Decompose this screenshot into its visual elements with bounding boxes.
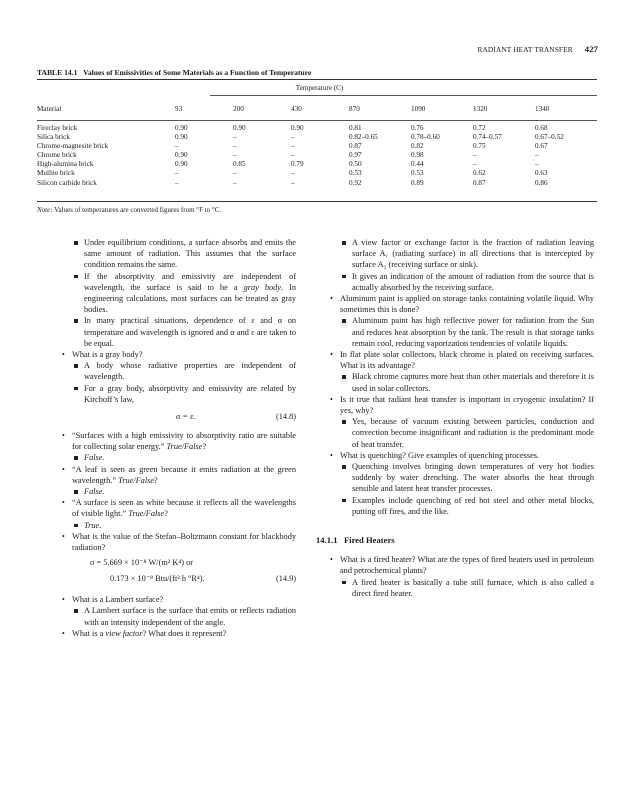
answer: A Lambert surface is the surface that emits or reflects radiation with an intensity independent of the angle. bbox=[60, 605, 296, 627]
emissivity-cell: 0.89 bbox=[411, 178, 424, 187]
left-column bbox=[60, 237, 296, 639]
equation: σ = 5.669 × 10⁻⁸ W/(m² K⁴) or bbox=[90, 558, 193, 568]
table-header-row bbox=[37, 105, 597, 114]
material-name-cell: Silicon carbide brick bbox=[37, 178, 97, 187]
emissivity-cell: 0.85 bbox=[233, 160, 246, 169]
note-text: Values of temperatures are converted figures from °F to °C. bbox=[54, 206, 222, 214]
question: • “Surfaces with a high emissivity to absorptivity ratio are suitable for collecting solar energy.” True/False? bbox=[60, 430, 296, 452]
equation: 0.173 × 10⁻⁸ Btu/(ft² h °R⁴). bbox=[110, 574, 205, 584]
answer: Examples include quenching of red hot steel and other metal blocks, putting off fires, and the like. bbox=[328, 495, 594, 517]
answer: A fired heater is basically a tube still furnace, which is also called a direct fired heater. bbox=[328, 577, 594, 599]
question: • “A leaf is seen as green because it emits radiation at the green wavelength.” True/False? bbox=[60, 464, 296, 486]
emissivity-cell: – bbox=[291, 133, 295, 142]
question: • In flat plate solar collectors, black chrome is plated on receiving surfaces. What is its advantage? bbox=[328, 349, 594, 371]
temperature-header: Temperature (C) bbox=[295, 84, 344, 92]
section-heading: 14.1.1 Fired Heaters bbox=[316, 535, 395, 546]
emissivity-cell: 0.75 bbox=[473, 142, 486, 151]
emissivity-cell: 0.82 bbox=[411, 142, 424, 151]
emissivity-cell: 0.79 bbox=[291, 160, 304, 169]
column-header: 93 bbox=[175, 105, 183, 113]
question: • What is a fired heater? What are the types of fired heaters used in petroleum and petrochemical plants? bbox=[328, 554, 594, 576]
emissivity-cell: – bbox=[291, 151, 295, 160]
column-header: 1320 bbox=[473, 105, 488, 113]
material-name-cell: Silica brick bbox=[37, 133, 70, 142]
answer: A view factor or exchange factor is the fraction of radiation leaving surface A₁ (radiating surface) in all directions that is intercepted by surface A₂ (receiving surface or sink). bbox=[328, 237, 594, 271]
question: • “A surface is seen as white because it reflects all the wavelengths of visible light.” True/False? bbox=[60, 497, 296, 519]
emissivity-cell: 0.67 bbox=[535, 142, 548, 151]
emissivity-cell: 0.63 bbox=[535, 169, 548, 178]
emissivity-cell: 0.97 bbox=[349, 151, 362, 160]
column-header: 430 bbox=[291, 105, 302, 113]
list-item: In many practical situations, dependence of ε and α on temperature and wavelength is ignored and α and ε are taken to be equal. bbox=[60, 315, 296, 349]
answer: For a gray body, absorptivity and emissivity are related by Kirchoff’s law, bbox=[60, 383, 296, 405]
question: • Aluminum paint is applied on storage tanks containing volatile liquid. Why sometimes this is done? bbox=[328, 293, 594, 315]
question: • What is the value of the Stefan–Boltzmann constant for blackbody radiation? bbox=[60, 531, 296, 553]
question: • What is quenching? Give examples of quenching processes. bbox=[328, 450, 594, 461]
answer: Aluminum paint has high reflective power for radiation from the Sun and reduces heat absorption by the tank. The result is that storage tanks remain cool, reducing vaporization tendencies of volatile liquids. bbox=[328, 315, 594, 349]
emissivity-cell: – bbox=[233, 169, 237, 178]
emissivity-cell: 0.90 bbox=[175, 124, 188, 132]
emissivity-cell: 0.90 bbox=[291, 124, 304, 132]
note-label: Note: bbox=[37, 206, 53, 214]
table-caption bbox=[37, 68, 311, 77]
emissivity-cell: 0.87 bbox=[473, 178, 486, 187]
running-header bbox=[0, 44, 598, 54]
emissivity-cell: – bbox=[233, 142, 237, 151]
emissivity-cell: – bbox=[233, 178, 237, 187]
table-row bbox=[37, 169, 597, 178]
table-body bbox=[37, 124, 597, 188]
column-header: Material bbox=[37, 105, 62, 113]
emissivity-cell: 0.90 bbox=[233, 124, 246, 132]
emissivity-cell: – bbox=[233, 151, 237, 160]
emissivity-cell: 0.76 bbox=[411, 124, 424, 132]
list-item: Under equilibrium conditions, a surface absorbs and emits the same amount of radiation. This assumes that the surface condition remains the same. bbox=[60, 237, 296, 271]
table-label: TABLE 14.1 bbox=[37, 68, 78, 77]
emissivity-cell: – bbox=[175, 178, 179, 187]
table-row bbox=[37, 151, 597, 160]
running-title: RADIANT HEAT TRANSFER bbox=[477, 45, 573, 54]
table-title: Values of Emissivities of Some Materials as a Function of Temperature bbox=[83, 68, 312, 77]
table-row bbox=[37, 179, 597, 188]
table-bottom-rule bbox=[37, 201, 597, 202]
page-number: 427 bbox=[584, 44, 598, 54]
emissivity-cell: – bbox=[535, 151, 539, 160]
emissivity-cell: – bbox=[175, 142, 179, 151]
temperature-span-rule bbox=[210, 95, 597, 96]
question: • What is a gray body? bbox=[60, 349, 296, 360]
table-row bbox=[37, 160, 597, 169]
emissivity-cell: 0.98 bbox=[411, 151, 424, 160]
equation-14-8 bbox=[60, 411, 296, 425]
emissivity-cell: 0.53 bbox=[349, 169, 362, 178]
answer: False. bbox=[60, 486, 296, 497]
emissivity-cell: – bbox=[233, 133, 237, 142]
table-row bbox=[37, 124, 597, 133]
material-name-cell: Chrome brick bbox=[37, 151, 77, 160]
emissivity-cell: – bbox=[291, 142, 295, 151]
question: • What is a Lambert surface? bbox=[60, 594, 296, 605]
emissivity-cell: – bbox=[175, 169, 179, 178]
question: • What is a view factor? What does it represent? bbox=[60, 628, 296, 639]
column-header: 1090 bbox=[411, 105, 426, 113]
header-rule bbox=[37, 120, 597, 121]
answer: Quenching involves bringing down temperatures of very hot bodies suddenly by water drenching. The water absorbs the heat through sensible and latent heat transfer processes. bbox=[328, 461, 594, 495]
answer: It gives an indication of the amount of radiation from the source that is actually absorbed by the receiving surface. bbox=[328, 271, 594, 293]
answer: A body whose radiative properties are independent of wavelength. bbox=[60, 360, 296, 382]
material-name-cell: Fireclay brick bbox=[37, 124, 78, 132]
emissivity-cell: – bbox=[291, 169, 295, 178]
list-item: If the absorptivity and emissivity are independent of wavelength, the surface is said to be a gray body. In engineering calculations, most surfaces can be treated as gray bodies. bbox=[60, 271, 296, 316]
equation-14-9b bbox=[60, 573, 296, 587]
emissivity-cell: 0.67–0.52 bbox=[535, 133, 564, 142]
emissivity-cell: 0.92 bbox=[349, 178, 362, 187]
answer: False. bbox=[60, 452, 296, 463]
equation-number: (14.9) bbox=[275, 574, 296, 584]
answer: Yes, because of vacuum existing between particles, conduction and convection become insignificant and radiation is the predominant mode of heat transfer. bbox=[328, 416, 594, 450]
emissivity-cell: 0.44 bbox=[411, 160, 424, 169]
emissivity-cell: 0.90 bbox=[175, 151, 188, 160]
emissivity-cell: 0.90 bbox=[175, 133, 188, 142]
material-name-cell: High-alumina brick bbox=[37, 160, 94, 169]
table-top-rule bbox=[37, 79, 597, 80]
emissivity-cell: 0.68 bbox=[535, 124, 548, 132]
table-row bbox=[37, 133, 597, 142]
table-note bbox=[37, 206, 221, 214]
emissivity-cell: – bbox=[535, 160, 539, 169]
answer: True. bbox=[60, 520, 296, 531]
material-name-cell: Mullite brick bbox=[37, 169, 75, 178]
emissivity-cell: 0.78–0.60 bbox=[411, 133, 440, 142]
equation-14-9a bbox=[60, 557, 296, 571]
emissivity-cell: – bbox=[473, 160, 477, 169]
emissivity-cell: 0.50 bbox=[349, 160, 362, 169]
emissivity-cell: 0.74–0.57 bbox=[473, 133, 502, 142]
answer: Black chrome captures more heat than other materials and therefore it is used in solar collectors. bbox=[328, 371, 594, 393]
material-name-cell: Chrome-magnesite brick bbox=[37, 142, 109, 151]
column-header: 200 bbox=[233, 105, 244, 113]
column-header: 1340 bbox=[535, 105, 550, 113]
equation: α = ε. bbox=[176, 412, 196, 422]
emissivity-cell: 0.53 bbox=[411, 169, 424, 178]
emissivity-cell: 0.72 bbox=[473, 124, 486, 132]
emissivity-cell: 0.81 bbox=[349, 124, 362, 132]
emissivity-cell: 0.86 bbox=[535, 178, 548, 187]
equation-number: (14.8) bbox=[275, 412, 296, 422]
emissivity-cell: 0.87 bbox=[349, 142, 362, 151]
emissivity-cell: – bbox=[473, 151, 477, 160]
emissivity-cell: – bbox=[291, 178, 295, 187]
emissivity-cell: 0.90 bbox=[175, 160, 188, 169]
emissivity-cell: 0.82–0.65 bbox=[349, 133, 378, 142]
emissivity-cell: 0.62 bbox=[473, 169, 486, 178]
question: • Is it true that radiant heat transfer is important in cryogenic insulation? If yes, why? bbox=[328, 394, 594, 416]
column-header: 870 bbox=[349, 105, 360, 113]
right-column bbox=[316, 237, 594, 599]
table-row bbox=[37, 142, 597, 151]
